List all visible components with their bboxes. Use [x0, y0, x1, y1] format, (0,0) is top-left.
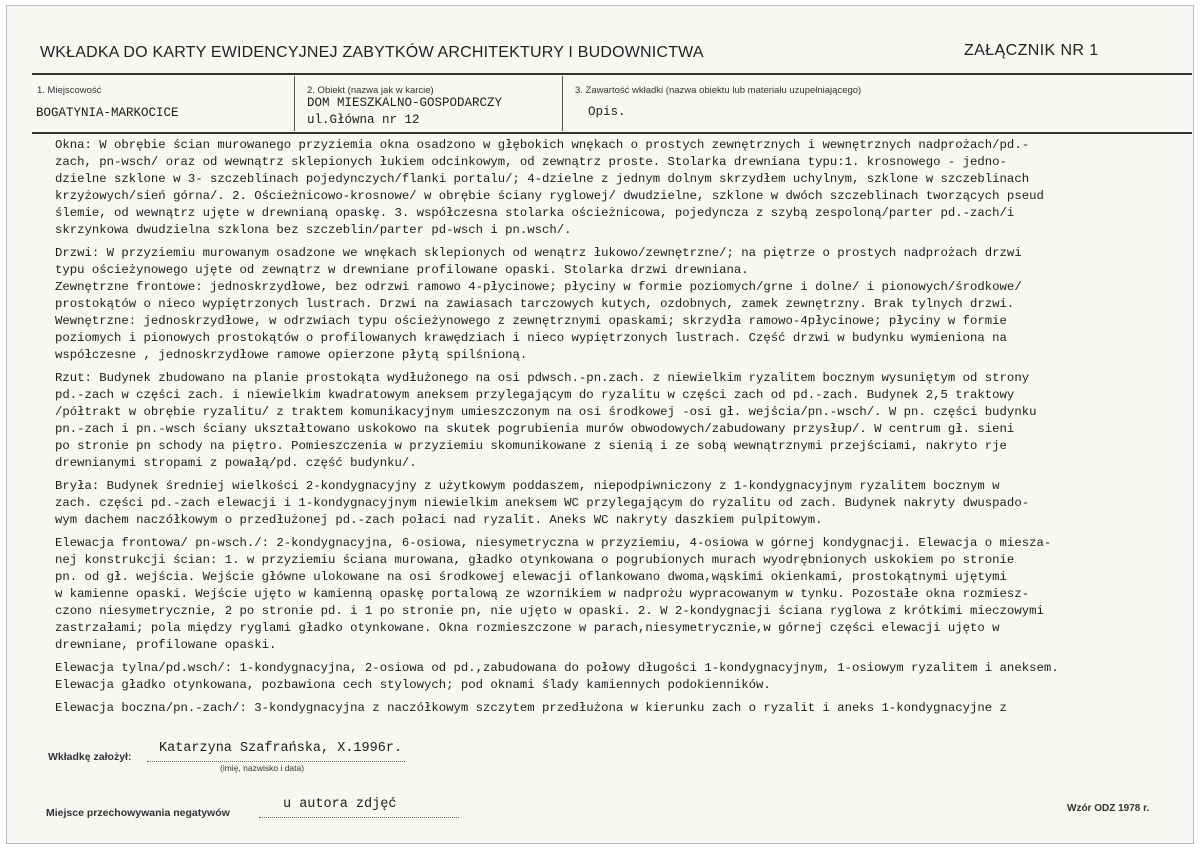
- prepared-by-label: Wkładkę założył:: [48, 751, 132, 763]
- description-body: [7, 137, 1195, 723]
- negatives-location-value: u autora zdjęć: [283, 797, 397, 812]
- description-line: Drzwi: W przyziemiu murowanym osadzone we wnękach sklepionych od wenątrz łukowo/zewnętrzne/; na piętrze o prostych nadprożach drzwi: [55, 246, 1022, 260]
- form-title: WKŁADKA DO KARTY EWIDENCYJNEJ ZABYTKÓW ARCHITEKTURY I BUDOWNICTWA: [40, 44, 704, 61]
- annex-number: ZAŁĄCZNIK NR 1: [964, 42, 1099, 59]
- fields-divider: [32, 132, 1192, 134]
- description-line: poziomych i pionowych prostokątów o profilowanych krawędziach i nieco wypiętrzonych lustrach. Część drzwi w budynku wymieniona na: [55, 331, 1007, 345]
- description-line: zach, pn-wsch/ oraz od wewnątrz sklepionych łukiem odcinkowym, od zewnątrz proste. Stolarka drewniana typu:1. krosnowego - jedno-: [55, 155, 1007, 169]
- description-line: typu ościeżynowego ujęte od zewnątrz w drewniane profilowane opaski. Stolarka drzwi drewniana.: [55, 263, 749, 277]
- description-line: Rzut: Budynek zbudowano na planie prostokąta wydłużonego na osi pdwsch.-pn.zach. z niewielkim ryzalitem bocznym wysuniętym od strony: [55, 371, 1030, 385]
- description-section: [7, 700, 1195, 717]
- field-location: [32, 76, 290, 131]
- field-location-value: BOGATYNIA-MARKOCICE: [36, 106, 179, 120]
- description-line: współczesne , jednoskrzydłowe ramowe opierzone płytą spilśnioną.: [55, 348, 528, 362]
- description-line: dzielne szklone w 3- szczeblinach pojedynczych/flanki portalu/; 4-dzielne z jednym dolnym skrzydłem uchylnym, szklone w szczeblinach: [55, 172, 1030, 186]
- description-line: drewnianymi stropami z powałą/pd. część budynku/.: [55, 456, 417, 470]
- description-section: [7, 478, 1195, 529]
- document-page: [6, 5, 1194, 844]
- description-line: prostokątów o nieco wypiętrzonych lustrach. Drzwi na zawiasach tarczowych kutych, ozdobnych, zamek zewnętrzny. Brak tylnych drzwi.: [55, 297, 1015, 311]
- field-content: [562, 76, 1193, 131]
- description-section: [7, 535, 1195, 654]
- description-line: wym dachem naczółkowym o przedłużonej pd.-zach połaci nad ryzalit. Aneks WC nakryty daszkiem pulpitowym.: [55, 513, 823, 527]
- description-line: /półtrakt w obrębie ryzalitu/ z traktem komunikacyjnym umieszczonym na osi środkowej -osi gł. wejścia/pn.-wsch/. W pn. części budynku: [55, 405, 1037, 419]
- description-section: [7, 660, 1195, 694]
- description-line: Wewnętrzne: jednoskrzydłowe, w odrzwiach typu ościeżynowego z zewnętrznymi opaskami; skrzydła ramowo-4płycinowe; płyciny w formie: [55, 314, 1007, 328]
- prepared-by-hint: (imię, nazwisko i data): [220, 763, 305, 773]
- form-code: Wzór ODZ 1978 r.: [1067, 803, 1150, 814]
- description-line: nej konstrukcji ścian: 1. w przyziemiu ściana murowana, gładko otynkowana o pogrubionych murach wyodrębnionych uskokiem po stronie: [55, 553, 1015, 567]
- description-line: po stronie pn schody na piętro. Pomieszczenia w przyziemiu skomunikowane z sienią i ze sobą wewnątrznymi przejściami, nakryto rje: [55, 439, 1007, 453]
- description-section: [7, 245, 1195, 364]
- description-line: Elewacja frontowa/ pn-wsch./: 2-kondygnacyjna, 6-osiowa, niesymetryczna w przyziemiu, 4-osiowa w górnej kondygnacji. Elewacja o miesza-: [55, 536, 1052, 550]
- field-location-label: 1. Miejscowość: [37, 85, 102, 96]
- description-line: Elewacja boczna/pn.-zach/: 3-kondygnacyjna z naczółkowym szczytem przedłużona w kierunku zach o ryzalit i aneks 1-kondygnacyjne z: [55, 701, 1007, 715]
- field-object-label: 2. Obiekt (nazwa jak w karcie): [307, 85, 434, 96]
- description-line: skrzynkowa dwudzielna szklona bez szczeblin/parter pd-wsch i pn.wsch/.: [55, 223, 572, 237]
- description-line: pn.-zach i pn.-wsch ściany ukształtowano uskokowo na skutek pogrubienia murów obwodowych/zabudowany przysłup/. W centrum gł. sieni: [55, 422, 1015, 436]
- form-fields: [32, 76, 1192, 131]
- description-section: [7, 137, 1195, 239]
- prepared-by-line: [147, 761, 405, 762]
- description-line: zastrzałami; pola między ryglami gładko otynkowane. Okna rozmieszczone w parach,niesymetrycznie,w górnej części elewacji ujęto w: [55, 621, 1000, 635]
- description-line: Bryła: Budynek średniej wielkości 2-kondygnacyjny z użytkowym poddaszem, niepodpiwniczony z 1-kondygnacyjnym ryzalitem bocznym w: [55, 479, 1000, 493]
- description-line: w kamienne opaski. Wejście ujęto w kamienną opaskę portalową ze wzornikiem w nadprożu wypracowanym w tynku. Pozostałe okna rozmiesz-: [55, 587, 1030, 601]
- field-content-label: 3. Zawartość wkładki (nazwa obiektu lub materiału uzupełniającego): [575, 85, 862, 96]
- field-object: [294, 76, 559, 131]
- field-object-value-line1: DOM MIESZKALNO-GOSPODARCZY: [307, 96, 503, 110]
- description-line: drewniane, profilowane opaski.: [55, 638, 277, 652]
- description-section: [7, 370, 1195, 472]
- header-divider: [32, 73, 1192, 75]
- description-line: Zewnętrzne frontowe: jednoskrzydłowe, bez odrzwi ramowo 4-płycinowe; płyciny w formie poziomych/grne i dolne/ i pionowych/środkowe/: [55, 280, 1022, 294]
- description-line: Elewacja gładko otynkowana, pozbawiona cech stylowych; pod oknami ślady kamiennych podokienników.: [55, 678, 771, 692]
- description-line: krzyżowych/sień górna/. 2. Ościeżnicowo-krosnowe/ w obrębie ściany ryglowej/ dwudzielne, szklone w dwóch szczeblinach tworzących pseud: [55, 189, 1044, 203]
- description-line: pn. od gł. wejścia. Wejście główne ulokowane na osi środkowej elewacji oflankowano dwoma,wąskimi okienkami, prostokątnymi ujętymi: [55, 570, 1007, 584]
- field-content-value: Opis.: [588, 105, 626, 119]
- field-object-value-line2: ul.Główna nr 12: [307, 113, 420, 127]
- negatives-location-label: Miejsce przechowywania negatywów: [46, 807, 230, 819]
- description-line: ślemie, od wewnątrz ujęte w drewnianą opaskę. 3. współczesna stolarka ościeżnicowa, pojedyncza z szybą zespoloną/parter pd.-zach/i: [55, 206, 1015, 220]
- description-line: Elewacja tylna/pd.wsch/: 1-kondygnacyjna, 2-osiowa od pd.,zabudowana do połowy długości 1-kondygnacyjnym, 1-osiowym ryzalitem i aneksem.: [55, 661, 1059, 675]
- description-line: Okna: W obrębie ścian murowanego przyziemia okna osadzono w głębokich wnękach o prostych zewnętrznych i wewnętrznych nadprożach/pd.-: [55, 138, 1030, 152]
- prepared-by-value: Katarzyna Szafrańska, X.1996r.: [159, 741, 403, 756]
- negatives-location-line: [259, 817, 459, 818]
- description-line: czono niesymetrycznie, 2 po stronie pd. i 1 po stronie pn, nie ujęto w opaski. 2. W 2-kondygnacji ściana ryglowa z krótkimi mieczowymi: [55, 604, 1044, 618]
- description-line: zach. części pd.-zach elewacji i 1-kondygnacyjnym niewielkim aneksem WC przylegającym do ryzalitu od zach. Budynek nakryty dwuspado-: [55, 496, 1030, 510]
- description-line: pd.-zach w części zach. i niewielkim kwadratowym aneksem przylegającym do ryzalitu w części zach od pd.-zach. Budynek 2,5 traktowy: [55, 388, 1015, 402]
